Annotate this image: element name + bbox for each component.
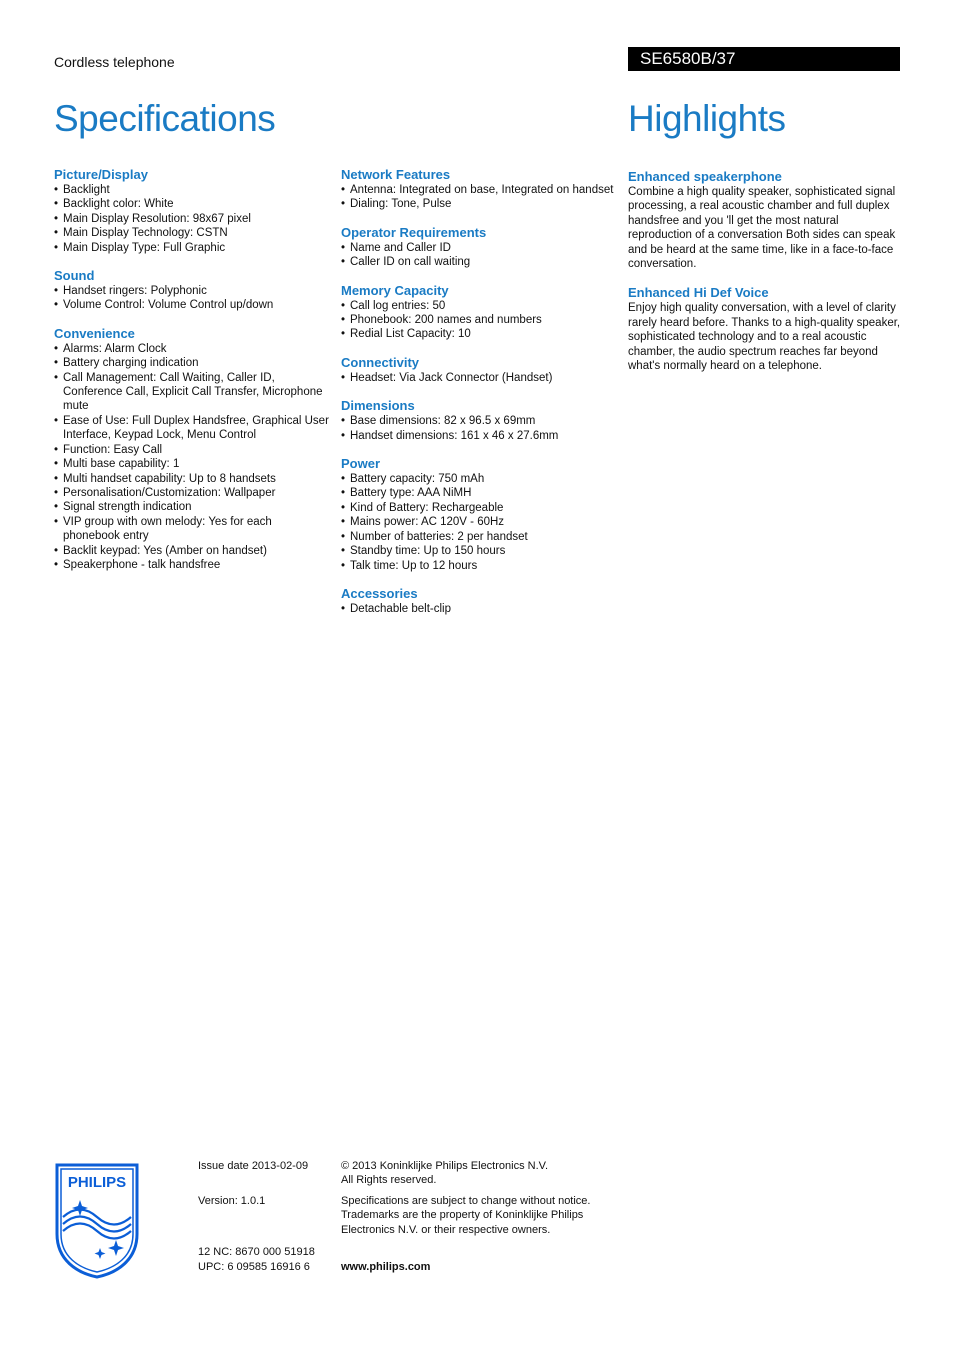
spec-item: • Ease of Use: Full Duplex Handsfree, Graphical User Interface, Keypad Lock, Menu Control — [54, 414, 329, 443]
spec-list — [341, 299, 621, 342]
spec-section-heading: Power — [341, 456, 381, 472]
nc-code: 12 NC: 8670 000 51918 — [198, 1246, 315, 1258]
spec-section-heading: Dimensions — [341, 398, 415, 414]
spec-item: • Mains power: AC 120V - 60Hz — [341, 515, 621, 529]
spec-notice-line-1: Specifications are subject to change without notice. — [341, 1195, 591, 1207]
spec-item: • Dialing: Tone, Pulse — [341, 197, 621, 211]
spec-item: • Headset: Via Jack Connector (Handset) — [341, 371, 621, 385]
spec-item: • Function: Easy Call — [54, 443, 329, 457]
rights-reserved: All Rights reserved. — [341, 1174, 437, 1186]
spec-item: • Volume Control: Volume Control up/down — [54, 298, 329, 312]
spec-item: • Name and Caller ID — [341, 241, 621, 255]
highlight-heading: Enhanced speakerphone — [628, 169, 782, 184]
upc-code: UPC: 6 09585 16916 6 — [198, 1261, 310, 1273]
specs-column-1 — [54, 167, 329, 585]
spec-section-heading: Connectivity — [341, 354, 420, 370]
spec-item: • Base dimensions: 82 x 96.5 x 69mm — [341, 414, 621, 428]
website-link[interactable]: www.philips.com — [341, 1261, 431, 1273]
spec-notice-line-3: Electronics N.V. or their respective owners. — [341, 1224, 551, 1236]
spec-item: • Caller ID on call waiting — [341, 255, 621, 269]
spec-list — [341, 371, 621, 385]
spec-item: • Call Management: Call Waiting, Caller ID, Conference Call, Explicit Call Transfer, Microphone mute — [54, 371, 329, 414]
spec-section-dimensions — [341, 398, 621, 443]
spec-item: • Call log entries: 50 — [341, 299, 621, 313]
spec-item: • Kind of Battery: Rechargeable — [341, 501, 621, 515]
spec-list — [54, 183, 329, 255]
spec-section-network-features — [341, 167, 621, 212]
spec-item: • Backlight — [54, 183, 329, 197]
spec-list — [341, 241, 621, 270]
model-number-badge: SE6580B/37 — [628, 47, 900, 71]
spec-item: • Main Display Resolution: 98x67 pixel — [54, 212, 329, 226]
highlight-enhanced-hi-def-voice — [628, 285, 903, 373]
spec-list — [341, 602, 621, 616]
copyright-line: © 2013 Koninklijke Philips Electronics N.V. — [341, 1160, 549, 1172]
highlights-title: Highlights — [628, 98, 786, 139]
issue-date: Issue date 2013-02-09 — [198, 1160, 309, 1172]
spec-item: • Antenna: Integrated on base, Integrated on handset — [341, 183, 621, 197]
spec-list — [54, 284, 329, 313]
spec-item: • Redial List Capacity: 10 — [341, 327, 621, 341]
spec-item: • Main Display Technology: CSTN — [54, 226, 329, 240]
spec-item: • Standby time: Up to 150 hours — [341, 544, 621, 558]
spec-item: • Handset ringers: Polyphonic — [54, 284, 329, 298]
spec-section-heading: Convenience — [54, 325, 135, 341]
spec-section-operator-requirements — [341, 225, 621, 270]
spec-item: • Battery capacity: 750 mAh — [341, 472, 621, 486]
highlight-description: Combine a high quality speaker, sophisticated signal processing, a real acoustic chamber and full duplex handsfree and you 'll get the most natural reproduction of a conversation Both sides can speak and be heard at the same time, like in a face-to-face conversation. — [628, 186, 896, 271]
logo-wordmark: PHILIPS — [67, 1174, 127, 1191]
spec-section-picture-display — [54, 167, 329, 255]
spec-section-power — [341, 456, 621, 573]
spec-list — [341, 183, 621, 212]
highlight-description: Enjoy high quality conversation, with a level of clarity rarely heard before. Thanks to a high-quality speaker, sophisticated technology and to a real acoustic chamber, the audio spectrum reaches far beyond what's normally heard on a telephone. — [628, 302, 901, 373]
spec-item: • VIP group with own melody: Yes for each phonebook entry — [54, 515, 329, 544]
specs-column-2 — [341, 167, 621, 629]
spec-section-accessories — [341, 586, 621, 616]
spec-section-heading: Operator Requirements — [341, 224, 487, 240]
spec-item: • Backlit keypad: Yes (Amber on handset) — [54, 544, 329, 558]
highlight-heading: Enhanced Hi Def Voice — [628, 285, 769, 301]
spec-item: • Talk time: Up to 12 hours — [341, 559, 621, 573]
spec-section-heading: Network Features — [341, 167, 451, 182]
philips-shield-logo — [54, 1162, 140, 1279]
spec-item: • Phonebook: 200 names and numbers — [341, 313, 621, 327]
specifications-title: Specifications — [54, 98, 276, 139]
spec-section-heading: Memory Capacity — [341, 282, 449, 298]
spec-item: • Signal strength indication — [54, 500, 329, 514]
spec-section-convenience — [54, 326, 329, 573]
spec-section-memory-capacity — [341, 283, 621, 342]
spec-list — [341, 472, 621, 573]
spec-item: • Detachable belt-clip — [341, 602, 621, 616]
spec-item: • Personalisation/Customization: Wallpaper — [54, 486, 329, 500]
version: Version: 1.0.1 — [198, 1195, 266, 1207]
spec-section-sound — [54, 268, 329, 313]
spec-list — [341, 414, 621, 443]
spec-item: • Battery type: AAA NiMH — [341, 486, 621, 500]
spec-item: • Main Display Type: Full Graphic — [54, 241, 329, 255]
spec-item: • Backlight color: White — [54, 197, 329, 211]
spec-item: • Number of batteries: 2 per handset — [341, 530, 621, 544]
spec-item: • Multi base capability: 1 — [54, 457, 329, 471]
spec-list — [54, 342, 329, 573]
highlights-column — [628, 169, 903, 387]
spec-item: • Battery charging indication — [54, 356, 329, 370]
spec-item: • Alarms: Alarm Clock — [54, 342, 329, 356]
spec-section-connectivity — [341, 355, 621, 385]
spec-section-heading: Sound — [54, 268, 95, 284]
spec-section-heading: Picture/Display — [54, 167, 148, 182]
spec-item: • Handset dimensions: 161 x 46 x 27.6mm — [341, 429, 621, 443]
highlight-enhanced-speakerphone — [628, 169, 903, 271]
spec-item: • Speakerphone - talk handsfree — [54, 558, 329, 572]
spec-item: • Multi handset capability: Up to 8 handsets — [54, 472, 329, 486]
spec-section-heading: Accessories — [341, 585, 418, 601]
spec-notice-line-2: Trademarks are the property of Koninklijke Philips — [341, 1209, 584, 1221]
product-type: Cordless telephone — [54, 54, 175, 70]
